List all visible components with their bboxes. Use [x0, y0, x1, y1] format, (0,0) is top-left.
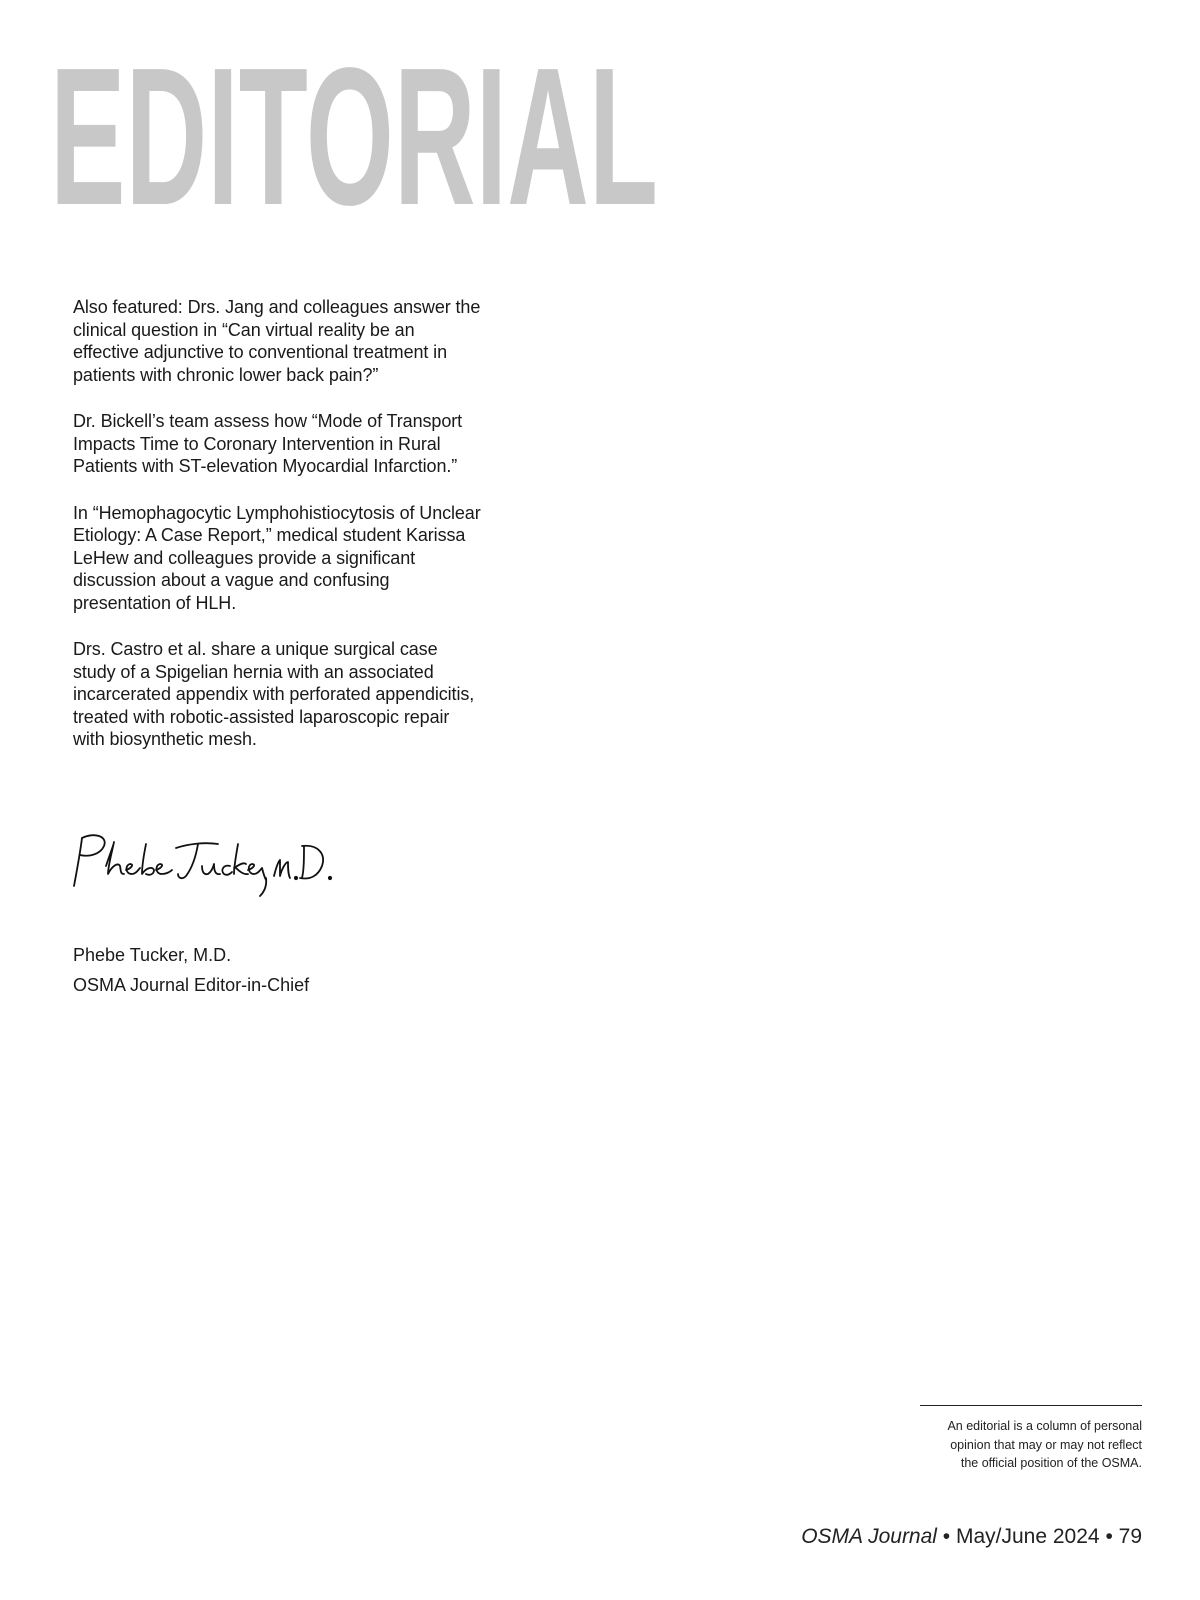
masthead-title — [50, 27, 710, 246]
footer-issue: May/June 2024 — [956, 1525, 1100, 1548]
editor-title: OSMA Journal Editor-in-Chief — [73, 975, 310, 995]
disclaimer-line: opinion that may or may not reflect — [950, 1437, 1142, 1452]
signature-block — [73, 940, 309, 1000]
editor-name: Phebe Tucker, M.D. — [73, 945, 232, 965]
disclaimer-line: An editorial is a column of personal — [947, 1419, 1142, 1433]
disclaimer-line: the official position of the OSMA. — [960, 1456, 1142, 1470]
page-number: 79 — [1118, 1525, 1142, 1548]
disclaimer-divider — [920, 1405, 1142, 1406]
paragraph-mode-of-transport: Dr. Bickell’s team assess how “Mode of Transport Impacts Time to Coronary Intervention in Rural Patients with ST-elevation Myocardial Infarction.” — [73, 411, 463, 476]
paragraph-virtual-reality: Also featured: Drs. Jang and colleagues answer the clinical question in “Can virtual reality be an effective adjunctive to conventional treatment in patients with chronic lower back pain?” — [73, 297, 481, 385]
editorial-disclaimer — [880, 1417, 1142, 1473]
page-footer — [801, 1525, 1142, 1549]
footer-separator: • — [1099, 1525, 1119, 1548]
svg-text:EDITORIAL: EDITORIAL — [50, 27, 658, 246]
paragraph-spigelian-hernia: Drs. Castro et al. share a unique surgical case study of a Spigelian hernia with an associated incarcerated appendix with perforated appendicitis, treated with robotic-assisted laparoscopic repair with biosynthetic mesh. — [73, 639, 475, 749]
footer-journal-name: OSMA Journal — [801, 1525, 937, 1548]
footer-separator: • — [936, 1525, 956, 1548]
paragraph-hlh-case: In “Hemophagocytic Lymphohistiocytosis of Unclear Etiology: A Case Report,” medical student Karissa LeHew and colleagues provide a significant discussion about a vague and confusing presentation of HLH. — [73, 502, 481, 613]
handwritten-signature — [68, 830, 338, 902]
editorial-body — [73, 296, 483, 775]
masthead — [50, 27, 710, 246]
